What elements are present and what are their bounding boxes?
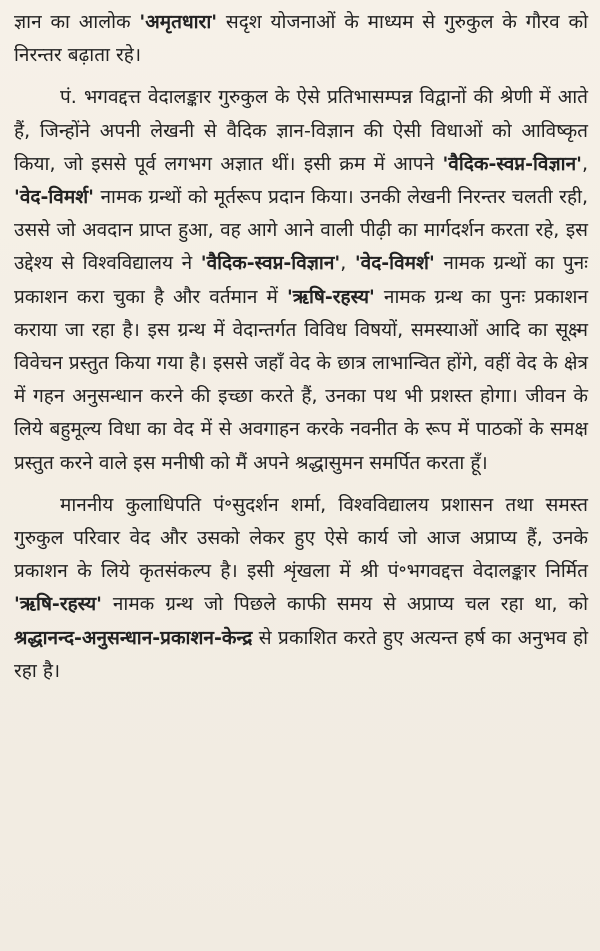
paragraph-text: से प्रकाशित करते हुए अत्यन्त हर्ष का अनुभव हो रहा है। xyxy=(14,626,588,682)
bold-title-text: 'वेद-विमर्श' xyxy=(354,252,435,275)
bold-title-text: 'वैदिक-स्वप्न-विज्ञान' xyxy=(442,152,582,175)
paragraph-text: नामक ग्रन्थों का पुनः प्रकाशन करा चुका है और वर्तमान में xyxy=(14,252,588,308)
paragraph-text: पं. भगवद्दत्त वेदालङ्कार गुरुकुल के ऐसे प्रतिभासम्पन्न विद्वानों की श्रेणी में आते हैं, जिन्होंने अपनी लेखनी से वैदिक ज्ञान-विज्ञान की ऐसी विधाओं को आविष्कृत किया, जो इससे पूर्व लगभग अज्ञात थीं। इसी क्रम में आपने xyxy=(14,86,588,175)
bold-title-text: 'वैदिक-स्वप्न-विज्ञान' xyxy=(200,252,341,275)
paragraph-text: माननीय कुलाधिपति पं॰सुदर्शन शर्मा, विश्वविद्यालय प्रशासन तथा समस्त गुरुकुल परिवार वेद और उसको लेकर हुए ऐसे कार्य जो आज अप्राप्य हैं, उनके प्रकाशन के लिये कृतसंकल्प है। इसी शृंखला में श्री पं॰भगवद्दत्त वेदालङ्कार निर्मित xyxy=(14,493,588,583)
paragraph-text: नामक ग्रन्थ का पुनः प्रकाशन कराया जा रहा है। इस ग्रन्थ में वेदान्तर्गत विविध विषयों, समस्याओं आदि का सूक्ष्म विवेचन प्रस्तुत किया गया है। इससे जहाँ वेद के छात्र लाभान्वित होंगे, वहीं वेद के क्षेत्र में गहन अनुसन्धान करने की इच्छा करते हैं, उनका पथ भी प्रशस्त होगा। जीवन के लिये बहुमूल्य विधा का वेद में से अवगाहन करके नवनीत के रूप में पाठकों के समक्ष प्रस्तुत करने वाले इस मनीषी को मैं अपने श्रद्धासुमन समर्पित करता हूँ। xyxy=(14,285,589,474)
paragraph-gap xyxy=(14,480,588,489)
paragraph-author-works xyxy=(14,81,588,479)
bold-title-text: 'ऋषि-रहस्य' xyxy=(14,593,102,616)
paragraph-text: ज्ञान का आलोक xyxy=(14,11,140,33)
paragraph-text: सदृश योजनाओं के माध्यम से गुरुकुल के गौरव को निरन्तर बढ़ाता रहे। xyxy=(14,11,588,67)
bold-title-text: 'ऋषि-रहस्य' xyxy=(286,285,375,308)
bold-title-text: श्रद्धानन्द-अनुसन्धान-प्रकाशन-केन्द्र xyxy=(14,626,253,649)
paragraph-publication-note xyxy=(14,489,588,688)
paragraph-intro xyxy=(14,6,588,72)
paragraph-gap xyxy=(14,72,588,81)
paragraph-text: , xyxy=(581,152,588,175)
paragraph-text: नामक ग्रन्थ जो पिछले काफी समय से अप्राप्य चल रहा था, को xyxy=(101,593,588,616)
paragraph-text: , xyxy=(340,252,355,275)
paragraph-text: नामक ग्रन्थों को मूर्तरूप प्रदान किया। उनकी लेखनी निरन्तर चलती रही, उससे जो अवदान प्राप्त हुआ, वह आगे आने वाली पीढ़ी का मार्गदर्शन करता रहे, इस उद्देश्य से विश्वविद्यालय ने xyxy=(14,186,588,275)
bold-title-text: 'वेद-विमर्श' xyxy=(14,186,94,209)
bold-title-text: 'अमृतधारा' xyxy=(139,11,218,33)
